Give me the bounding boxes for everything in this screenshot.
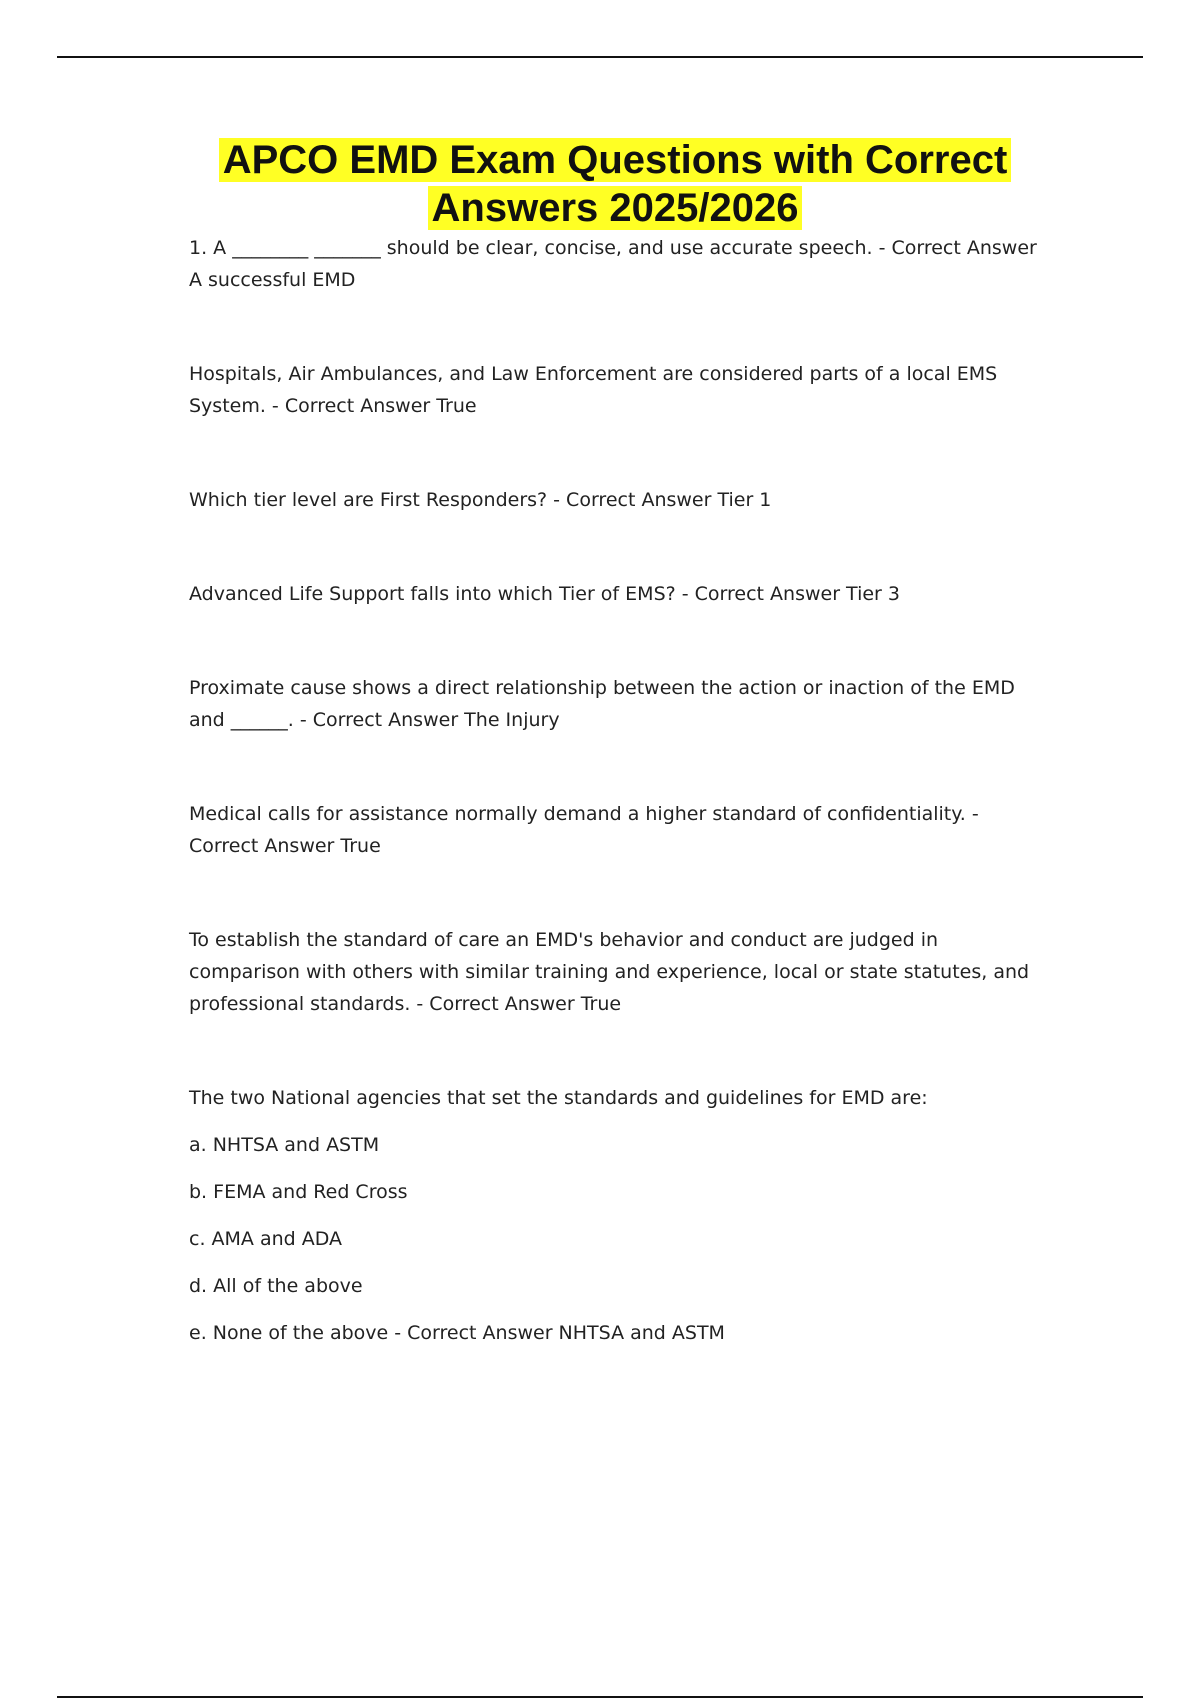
bottom-rule	[57, 1696, 1143, 1698]
question-answer-3: Which tier level are First Responders? - Correct Answer Tier 1	[189, 489, 772, 511]
title-line-2: Answers 2025/2026	[428, 186, 803, 230]
question-answer-1: 1. A ________ _______ should be clear, concise, and use accurate speech. - Correct Answer A successful EMD	[189, 237, 1037, 291]
page-title	[150, 136, 1080, 232]
option-b: b. FEMA and Red Cross	[189, 1181, 408, 1203]
question-answer-2: Hospitals, Air Ambulances, and Law Enforcement are considered parts of a local EMS System. - Correct Answer True	[189, 363, 998, 417]
top-rule	[57, 56, 1143, 58]
document-body	[189, 232, 1039, 1349]
question-answer-6: Medical calls for assistance normally demand a higher standard of confidentiality. - Correct Answer True	[189, 803, 979, 857]
question-answer-5: Proximate cause shows a direct relationship between the action or inaction of the EMD and ______. - Correct Answer The Injury	[189, 677, 1015, 731]
option-c: c. AMA and ADA	[189, 1228, 343, 1250]
question-answer-4: Advanced Life Support falls into which Tier of EMS? - Correct Answer Tier 3	[189, 583, 900, 605]
question-answer-7: To establish the standard of care an EMD's behavior and conduct are judged in comparison with others with similar training and experience, local or state statutes, and professional standards. - Correct Answer True	[189, 929, 1030, 1015]
option-a: a. NHTSA and ASTM	[189, 1134, 380, 1156]
multi-choice-options	[189, 1129, 1039, 1349]
option-e: e. None of the above - Correct Answer NHTSA and ASTM	[189, 1322, 725, 1344]
option-d: d. All of the above	[189, 1275, 363, 1297]
multi-choice-question: The two National agencies that set the standards and guidelines for EMD are:	[189, 1087, 928, 1109]
title-line-1: APCO EMD Exam Questions with Correct	[219, 138, 1012, 182]
